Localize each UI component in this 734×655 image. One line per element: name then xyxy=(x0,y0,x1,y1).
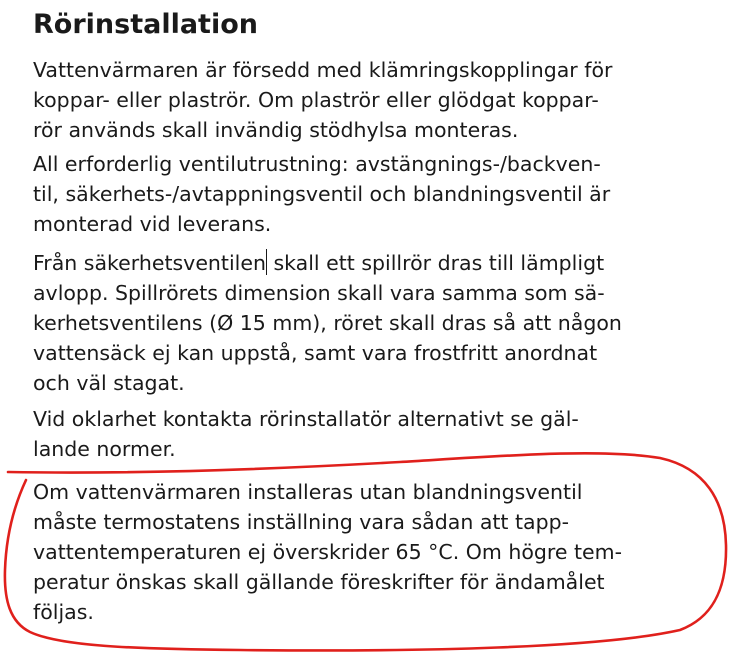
text-line: lande normer. xyxy=(33,437,176,461)
text-line: til, säkerhets-/avtappningsventil och blandningsventil är xyxy=(33,182,611,206)
paragraph-overflow-pipe xyxy=(33,248,622,398)
text-line: vattentemperaturen ej överskrider 65 °C. Om högre tem- xyxy=(33,540,623,564)
paragraph-valves xyxy=(33,149,610,239)
text-line: Vid oklarhet kontakta rörinstallatör alternativt se gäl- xyxy=(33,407,579,431)
text-line: peratur önskas skall gällande föreskrifter för ändamålet xyxy=(33,570,605,594)
text-segment: Från säkerhetsventilen xyxy=(33,251,266,275)
paragraph-couplings xyxy=(33,55,612,145)
paragraph-standards xyxy=(33,404,579,464)
text-line: koppar- eller plaströr. Om plaströr eller glödgat koppar- xyxy=(33,88,599,112)
text-line: avlopp. Spillrörets dimension skall vara samma som sä- xyxy=(33,281,605,305)
text-line: följas. xyxy=(33,600,94,624)
text-line: måste termostatens inställning vara sådan att tapp- xyxy=(33,510,570,534)
text-line xyxy=(33,248,622,278)
text-line: monterad vid leverans. xyxy=(33,212,272,236)
text-line: kerhetsventilens (Ø 15 mm), röret skall dras så att någon xyxy=(33,311,622,335)
text-line: rör används skall invändig stödhylsa monteras. xyxy=(33,118,519,142)
paragraph-thermostat-warning xyxy=(33,477,622,627)
text-line: vattensäck ej kan uppstå, samt vara frostfritt anordnat xyxy=(33,341,598,365)
text-segment: skall ett spillrör dras till lämpligt xyxy=(266,251,605,275)
text-line: och väl stagat. xyxy=(33,371,185,395)
section-title: Rörinstallation xyxy=(33,9,258,40)
text-line: Om vattenvärmaren installeras utan blandningsventil xyxy=(33,480,583,504)
text-line: All erforderlig ventilutrustning: avstängnings-/backven- xyxy=(33,152,601,176)
text-line: Vattenvärmaren är försedd med klämringskopplingar för xyxy=(33,58,613,82)
